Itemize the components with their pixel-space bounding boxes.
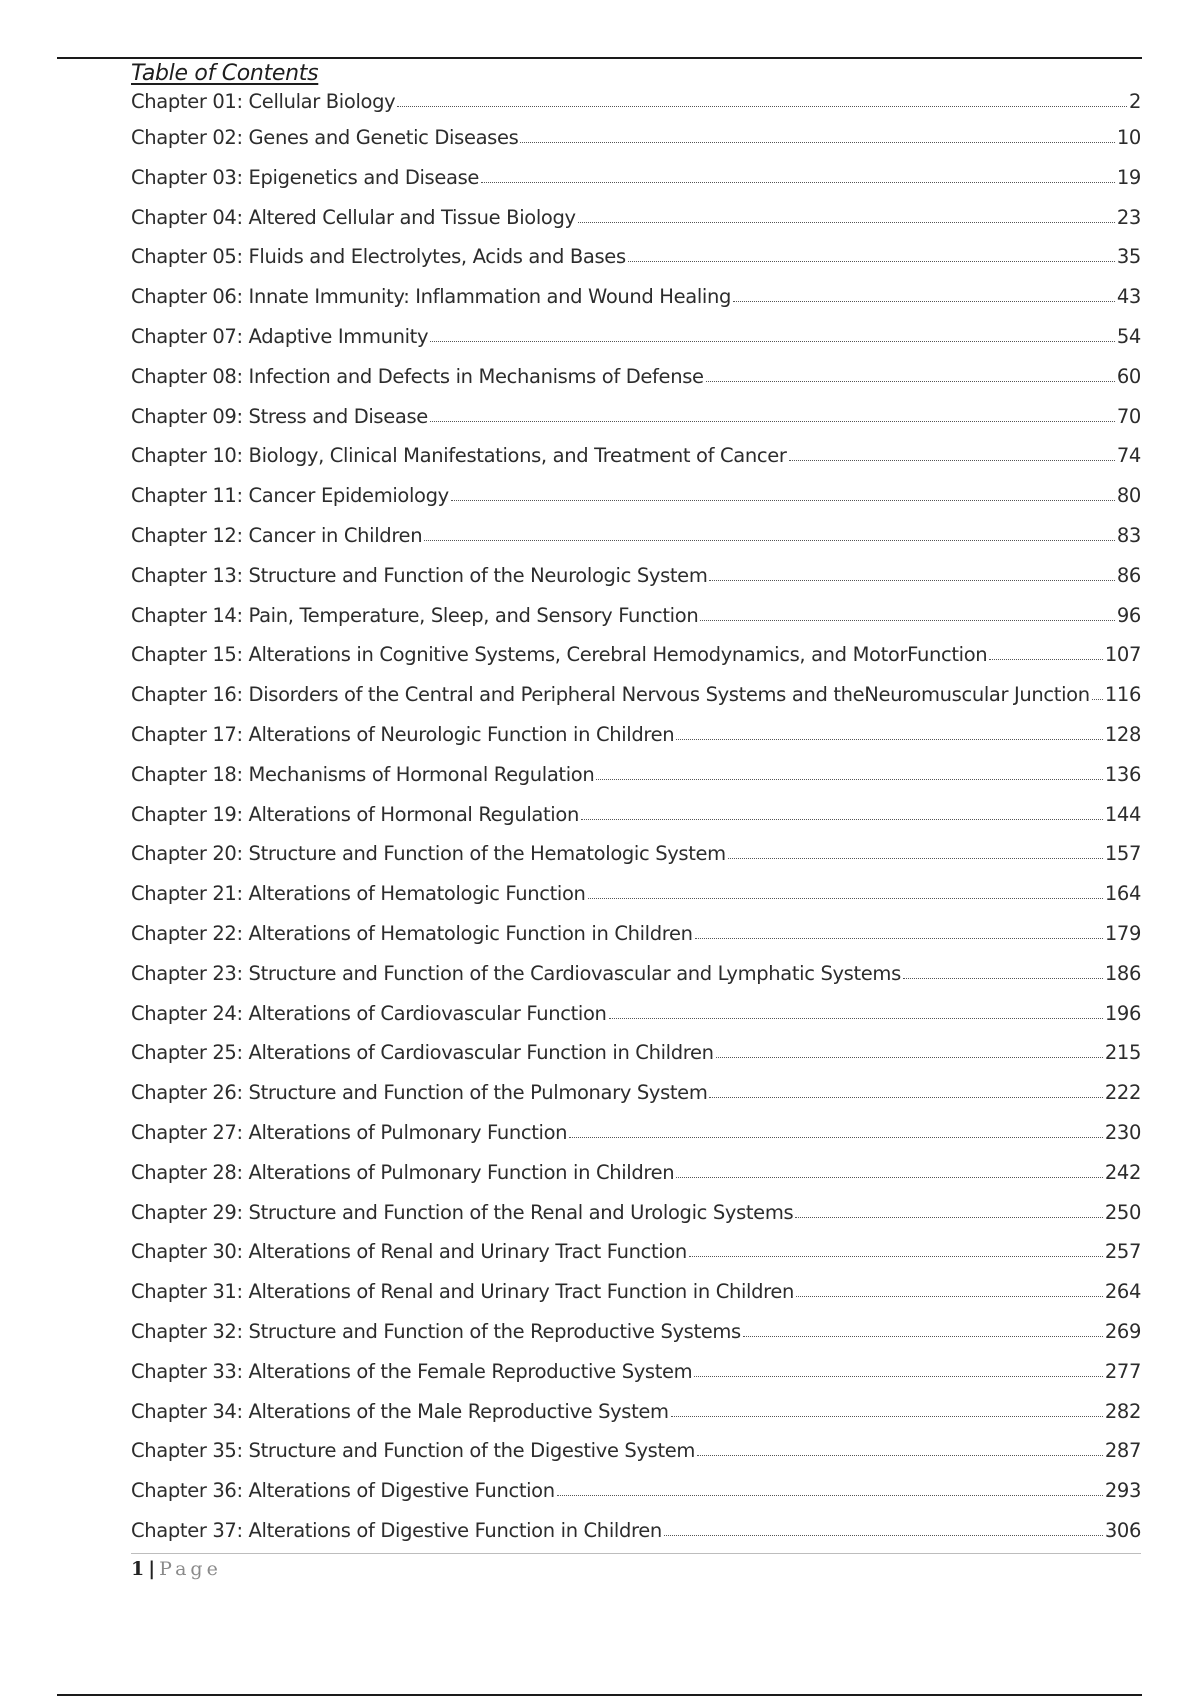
dot-leader [709,579,1114,581]
dot-leader [697,1454,1103,1456]
toc-entry-title: Chapter 34: Alterations of the Male Reproductive System [131,1399,669,1423]
toc-entry-page: 257 [1104,1240,1141,1264]
dot-leader [709,1096,1102,1098]
toc-entry-title: Chapter 04: Altered Cellular and Tissue Biology [131,205,576,229]
dot-leader [609,1017,1103,1019]
dot-leader [557,1494,1103,1496]
toc-entry[interactable] [131,1360,1141,1400]
toc-entry-page: 242 [1104,1160,1141,1184]
toc-entry-title: Chapter 28: Alterations of Pulmonary Function in Children [131,1160,675,1184]
toc-entry-title: Chapter 07: Adaptive Immunity [131,324,429,348]
dot-leader [676,1176,1103,1178]
toc-entry-page: 277 [1104,1359,1141,1383]
toc-entry[interactable] [131,643,1141,683]
dot-leader [1092,698,1103,700]
toc-entry-page: 179 [1104,921,1141,945]
toc-entry[interactable] [131,1400,1141,1440]
toc-entry-page: 107 [1104,643,1141,667]
dot-leader [733,300,1115,302]
dot-leader [903,977,1103,979]
toc-entry-title: Chapter 17: Alterations of Neurologic Function in Children [131,722,675,746]
toc-entry[interactable] [131,882,1141,922]
toc-entry[interactable] [131,444,1141,484]
toc-entry[interactable] [131,126,1141,166]
toc-entry-title: Chapter 37: Alterations of Digestive Function in Children [131,1518,662,1542]
dot-leader [430,420,1115,422]
toc-entry[interactable] [131,1201,1141,1241]
toc-title: Table of Contents [131,61,319,86]
toc-entry[interactable] [131,1002,1141,1042]
toc-entry-title: Chapter 32: Structure and Function of the Reproductive Systems [131,1319,741,1343]
toc-entry-page: 23 [1116,205,1141,229]
dot-leader [743,1335,1103,1337]
toc-entry-page: 269 [1104,1319,1141,1343]
toc-entry-title: Chapter 11: Cancer Epidemiology [131,484,449,508]
dot-leader [700,619,1115,621]
toc-entry-title: Chapter 09: Stress and Disease [131,404,428,428]
toc-entry[interactable] [131,1320,1141,1360]
dot-leader [451,499,1115,501]
dot-leader [706,380,1115,382]
toc-entry-page: 196 [1104,1001,1141,1025]
toc-entry-page: 80 [1116,484,1141,508]
toc-entry[interactable] [131,1479,1141,1519]
toc-entry[interactable] [131,1240,1141,1280]
toc-entry-title: Chapter 35: Structure and Function of the Digestive System [131,1439,696,1463]
toc-entry-title: Chapter 20: Structure and Function of the Hematologic System [131,842,726,866]
toc-entry-page: 157 [1104,842,1141,866]
toc-entry-title: Chapter 05: Fluids and Electrolytes, Acids and Bases [131,245,626,269]
toc-entry[interactable] [131,1081,1141,1121]
footer-separator: | [148,1558,156,1580]
dot-leader [481,181,1115,183]
toc-entry-title: Chapter 33: Alterations of the Female Reproductive System [131,1359,693,1383]
dot-leader [430,340,1115,342]
toc-entry[interactable] [131,564,1141,604]
toc-entry-page: 10 [1116,126,1141,149]
toc-entry-page: 116 [1104,683,1141,707]
footer-rule [131,1553,1141,1554]
dot-leader [628,260,1115,262]
dot-leader [581,818,1103,820]
toc-entry-page: 60 [1116,364,1141,388]
toc-entry[interactable] [131,1041,1141,1081]
toc-entry-title: Chapter 26: Structure and Function of the Pulmonary System [131,1081,708,1105]
toc-entry[interactable] [131,1439,1141,1479]
toc-entry-page: 215 [1104,1041,1141,1065]
toc-entry-title: Chapter 14: Pain, Temperature, Sleep, and Sensory Function [131,603,699,627]
toc-entry[interactable] [131,604,1141,644]
toc-entry-title: Chapter 18: Mechanisms of Hormonal Regulation [131,762,595,786]
toc-entry-title: Chapter 10: Biology, Clinical Manifestations, and Treatment of Cancer [131,444,787,468]
toc-entry-page: 96 [1116,603,1141,627]
toc-entry-title: Chapter 31: Alterations of Renal and Urinary Tract Function in Children [131,1280,795,1304]
toc-entry-page: 164 [1104,882,1141,906]
toc-entry-title: Chapter 02: Genes and Genetic Diseases [131,126,519,149]
toc-entry-page: 86 [1116,563,1141,587]
dot-leader [694,1375,1103,1377]
toc-entry[interactable] [131,683,1141,723]
toc-entry-page: 74 [1116,444,1141,468]
toc-entry[interactable] [131,962,1141,1002]
dot-leader [671,1415,1103,1417]
toc-entry-title: Chapter 19: Alterations of Hormonal Regulation [131,802,579,826]
toc-entry-page: 282 [1104,1399,1141,1423]
dot-leader [789,459,1115,461]
toc-entry-page: 293 [1104,1479,1141,1503]
toc-entry-page: 35 [1116,245,1141,269]
toc-entry-page: 128 [1104,722,1141,746]
toc-entry-title: Chapter 15: Alterations in Cognitive Systems, Cerebral Hemodynamics, and MotorFunction [131,643,988,667]
toc-list [131,90,1141,1559]
dot-leader [796,1295,1103,1297]
table-of-contents [131,58,1141,1559]
toc-entry-title: Chapter 06: Innate Immunity: Inflammation and Wound Healing [131,285,732,309]
toc-entry-page: 70 [1116,404,1141,428]
dot-leader [588,897,1103,899]
toc-entry-title: Chapter 01: Cellular Biology [131,90,396,113]
toc-entry[interactable] [131,922,1141,962]
toc-entry-page: 222 [1104,1081,1141,1105]
toc-entry[interactable] [131,365,1141,405]
toc-entry-page: 43 [1116,285,1141,309]
toc-entry[interactable] [131,803,1141,843]
toc-entry[interactable] [131,763,1141,803]
toc-entry-page: 54 [1116,324,1141,348]
toc-entry[interactable] [131,723,1141,763]
toc-entry-page: 136 [1104,762,1141,786]
toc-entry-page: 186 [1104,961,1141,985]
toc-entry[interactable] [131,524,1141,564]
toc-entry-page: 230 [1104,1120,1141,1144]
toc-entry[interactable] [131,1121,1141,1161]
toc-entry-title: Chapter 08: Infection and Defects in Mechanisms of Defense [131,364,704,388]
toc-entry-title: Chapter 24: Alterations of Cardiovascular Function [131,1001,607,1025]
toc-entry-page: 144 [1104,802,1141,826]
toc-entry[interactable] [131,842,1141,882]
toc-entry-page: 287 [1104,1439,1141,1463]
toc-entry[interactable] [131,90,1141,126]
page-label: Page [159,1558,222,1580]
toc-entry-title: Chapter 16: Disorders of the Central and Peripheral Nervous Systems and theNeuromuscular Junction [131,683,1090,707]
toc-entry-title: Chapter 23: Structure and Function of the Cardiovascular and Lymphatic Systems [131,961,901,985]
toc-entry-page: 264 [1104,1280,1141,1304]
toc-entry-title: Chapter 29: Structure and Function of the Renal and Urologic Systems [131,1200,794,1224]
dot-leader [728,857,1103,859]
dot-leader [795,1216,1103,1218]
toc-entry[interactable] [131,166,1141,206]
dot-leader [569,1136,1103,1138]
toc-entry-title: Chapter 27: Alterations of Pulmonary Function [131,1120,568,1144]
toc-entry-title: Chapter 25: Alterations of Cardiovascular Function in Children [131,1041,714,1065]
toc-entry-title: Chapter 30: Alterations of Renal and Urinary Tract Function [131,1240,687,1264]
toc-entry[interactable] [131,405,1141,445]
dot-leader [664,1534,1103,1536]
dot-leader [676,738,1103,740]
dot-leader [596,778,1102,780]
dot-leader [397,105,1127,107]
dot-leader [716,1056,1103,1058]
dot-leader [989,658,1103,660]
toc-entry[interactable] [131,245,1141,285]
dot-leader [695,937,1103,939]
dot-leader [520,141,1114,143]
toc-entry-title: Chapter 21: Alterations of Hematologic Function [131,882,586,906]
page-number: 1 [131,1558,145,1580]
toc-entry-title: Chapter 22: Alterations of Hematologic Function in Children [131,921,693,945]
toc-entry-page: 2 [1128,90,1141,113]
bottom-rule [57,1694,1142,1696]
toc-entry[interactable] [131,1280,1141,1320]
dot-leader [689,1255,1103,1257]
page-footer [131,1558,222,1580]
toc-entry-page: 306 [1104,1518,1141,1542]
dot-leader [424,539,1115,541]
toc-entry[interactable] [131,206,1141,246]
toc-entry[interactable] [131,285,1141,325]
toc-entry-page: 83 [1116,523,1141,547]
toc-entry-page: 250 [1104,1200,1141,1224]
toc-entry-title: Chapter 13: Structure and Function of the Neurologic System [131,563,708,587]
toc-entry-page: 19 [1116,165,1141,189]
toc-entry[interactable] [131,484,1141,524]
dot-leader [578,221,1115,223]
toc-entry-title: Chapter 36: Alterations of Digestive Function [131,1479,555,1503]
toc-entry-title: Chapter 03: Epigenetics and Disease [131,165,480,189]
toc-entry-title: Chapter 12: Cancer in Children [131,523,423,547]
toc-entry[interactable] [131,325,1141,365]
toc-entry[interactable] [131,1161,1141,1201]
